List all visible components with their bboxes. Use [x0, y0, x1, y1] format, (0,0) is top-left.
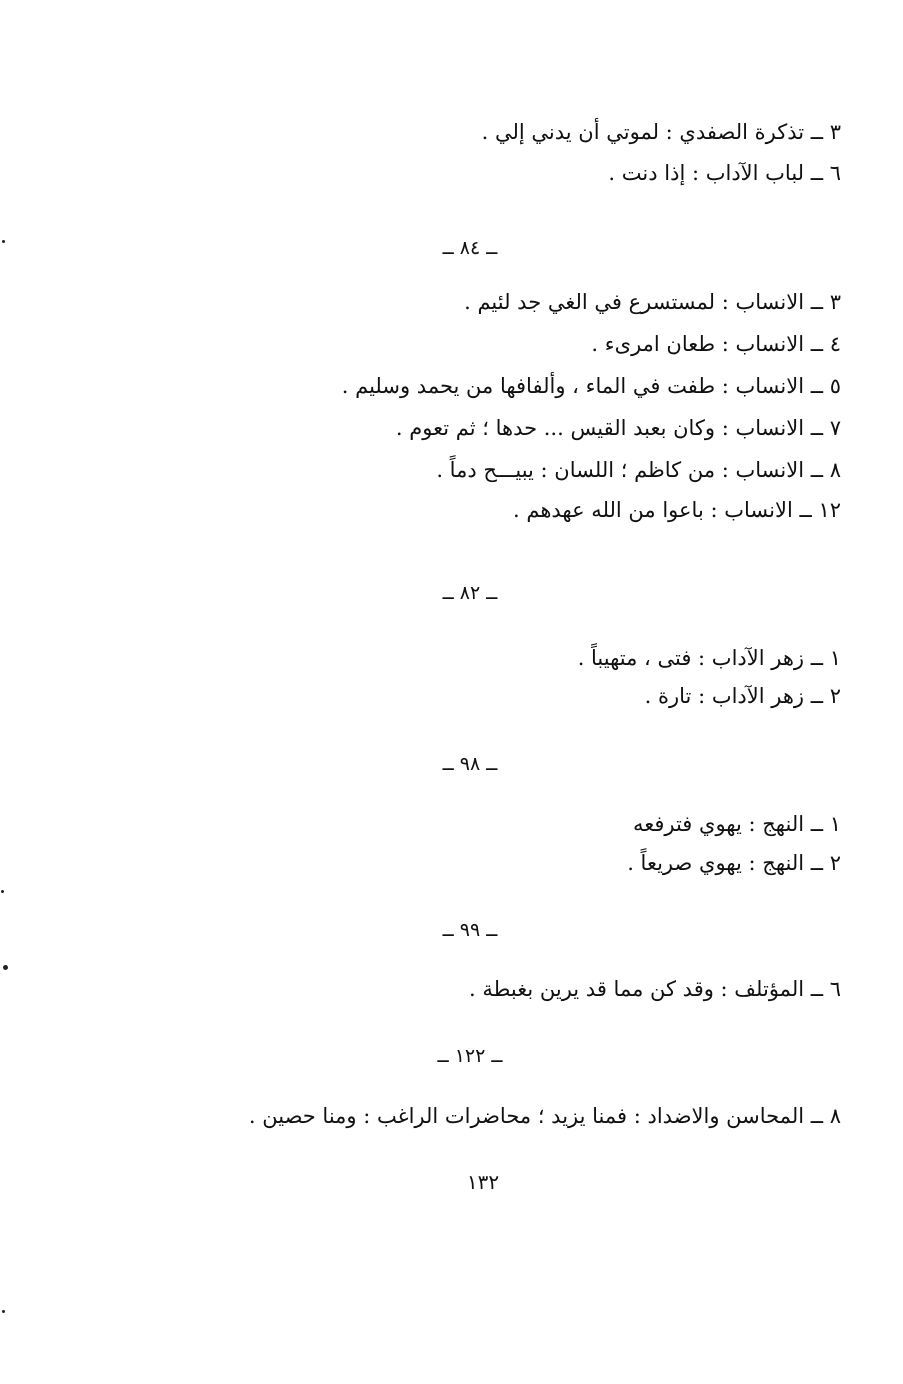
section-heading: ــ ٨٤ ــ — [442, 237, 498, 259]
section-heading: ــ ٩٨ ــ — [442, 753, 498, 775]
note-line: ٨ ــ الانساب : من كاظم ؛ اللسان : يبيـــح دماً . — [436, 458, 841, 482]
scan-speck — [2, 240, 5, 243]
note-line: ٣ ــ تذكرة الصفدي : لموتي أن يدني إلي . — [481, 120, 841, 144]
page-number: ١٣٢ — [466, 1170, 500, 1194]
note-line: ٢ ــ النهج : يهوي صريعاً . — [627, 851, 841, 875]
section-heading: ــ ٨٢ ــ — [442, 582, 498, 604]
note-line: ٢ ــ زهر الآداب : تارة . — [644, 684, 841, 708]
note-line: ١ ــ النهج : يهوي فترفعه — [632, 812, 841, 836]
note-line: ٦ ــ لباب الآداب : إذا دنت . — [608, 161, 841, 185]
section-heading: ــ ٩٩ ــ — [442, 919, 498, 941]
note-line: ٧ ــ الانساب : وكان بعبد القيس ... حدها ؛ ثم تعوم . — [395, 416, 841, 440]
note-line: ١٢ ــ الانساب : باعوا من الله عهدهم . — [513, 498, 841, 522]
note-line: ٦ ــ المؤتلف : وقد كن مما قد يرين بغبطة . — [469, 977, 841, 1001]
note-line: ٤ ــ الانساب : طعان امرىء . — [591, 332, 841, 356]
note-line: ١ ــ زهر الآداب : فتى ، متهيباً . — [577, 646, 841, 670]
section-heading: ــ ١٢٢ ــ — [437, 1045, 503, 1067]
note-line: ٨ ــ المحاسن والاضداد : فمنا يزيد ؛ محاضرات الراغب : ومنا حصين . — [248, 1104, 841, 1128]
scan-speck — [2, 1310, 5, 1313]
note-line: ٥ ــ الانساب : طفت في الماء ، وألفافها من يحمد وسليم . — [341, 374, 841, 398]
scan-speck — [3, 965, 8, 970]
scan-speck — [1, 890, 4, 893]
note-line: ٣ ــ الانساب : لمستسرع في الغي جد لئيم . — [464, 290, 841, 314]
